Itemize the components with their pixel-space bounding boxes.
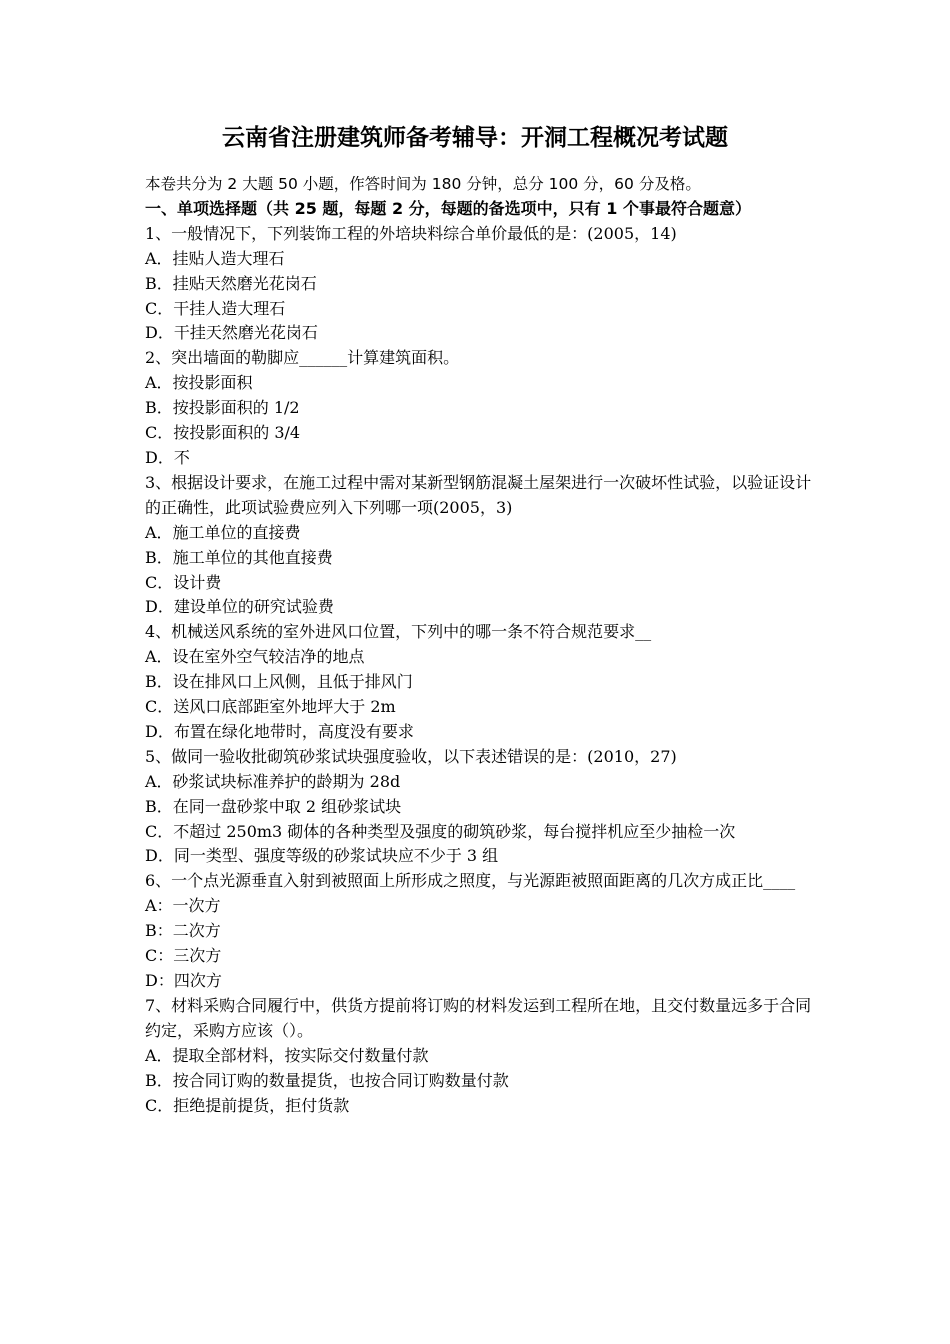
option-a: A．设在室外空气较洁净的地点 xyxy=(145,647,365,667)
question-1 xyxy=(145,222,815,347)
option-c: C．按投影面积的 3/4 xyxy=(145,423,301,443)
option-c: C．干挂人造大理石 xyxy=(145,298,286,318)
question-2 xyxy=(145,346,815,471)
question-6 xyxy=(145,869,815,994)
option-a: A．提取全部材料，按实际交付数量付款 xyxy=(145,1045,429,1065)
option-b: B．施工单位的其他直接费 xyxy=(145,547,333,567)
option-b: B．按合同订购的数量提货，也按合同订购数量付款 xyxy=(145,1070,509,1090)
option-c: C．拒绝提前提货，拒付货款 xyxy=(145,1095,350,1115)
option-d: D．布置在绿化地带时，高度没有要求 xyxy=(145,721,414,741)
section-heading: 一、单项选择题（共 25 题，每题 2 分，每题的备选项中，只有 1 个事最符合题意） xyxy=(145,198,751,218)
option-b: B．在同一盘砂浆中取 2 组砂浆试块 xyxy=(145,796,402,816)
page-title: 云南省注册建筑师备考辅导：开洞工程概况考试题 xyxy=(222,125,728,151)
option-c: C．不超过 250m3 砌体的各种类型及强度的砌筑砂浆，每台搅拌机应至少抽检一次 xyxy=(145,821,736,841)
option-b: B．设在排风口上风侧，且低于排风门 xyxy=(145,672,413,692)
option-b: B：二次方 xyxy=(145,921,221,941)
option-a: A：一次方 xyxy=(145,896,221,916)
option-d: D．同一类型、强度等级的砂浆试块应不少于 3 组 xyxy=(145,846,499,866)
option-c: C．设计费 xyxy=(145,572,222,592)
question-stem: 4、机械送风系统的室外进风口位置，下列中的哪一条不符合规范要求__ xyxy=(145,622,652,642)
option-c: C．送风口底部距室外地坪大于 2m xyxy=(145,697,396,717)
document-body xyxy=(145,172,815,1118)
option-c: C：三次方 xyxy=(145,946,222,966)
question-7 xyxy=(145,994,815,1119)
option-b: B．挂贴天然磨光花岗石 xyxy=(145,273,317,293)
exam-intro: 本卷共分为 2 大题 50 小题，作答时间为 180 分钟，总分 100 分，60 分及格。 xyxy=(145,175,701,193)
option-d: D．干挂天然磨光花岗石 xyxy=(145,323,318,343)
question-3 xyxy=(145,471,815,620)
option-a: A．施工单位的直接费 xyxy=(145,522,301,542)
question-5 xyxy=(145,745,815,870)
option-a: A．砂浆试块标准养护的龄期为 28d xyxy=(145,771,401,791)
option-d: D：四次方 xyxy=(145,971,222,990)
question-stem: 2、突出墙面的勒脚应______计算建筑面积。 xyxy=(145,348,460,368)
option-a: A．挂贴人造大理石 xyxy=(145,248,285,268)
option-d: D．建设单位的研究试验费 xyxy=(145,597,334,617)
question-stem: 1、一般情况下，下列装饰工程的外培块料综合单价最低的是：(2005，14) xyxy=(145,223,677,243)
question-stem: 6、一个点光源垂直入射到被照面上所形成之照度，与光源距被照面距离的几次方成正比____ xyxy=(145,871,796,891)
question-4 xyxy=(145,620,815,745)
question-stem: 3、根据设计要求，在施工过程中需对某新型钢筋混凝土屋架进行一次破坏性试验，以验证设计的正确性，此项试验费应列入下列哪一项(2005，3) xyxy=(145,472,812,517)
option-b: B．按投影面积的 1/2 xyxy=(145,398,300,418)
option-d: D．不 xyxy=(145,447,190,467)
option-a: A．按投影面积 xyxy=(145,373,253,393)
question-stem: 5、做同一验收批砌筑砂浆试块强度验收，以下表述错误的是：(2010，27) xyxy=(145,746,677,766)
question-stem: 7、材料采购合同履行中，供货方提前将订购的材料发运到工程所在地，且交付数量远多于合同约定，采购方应该（）。 xyxy=(145,995,812,1040)
